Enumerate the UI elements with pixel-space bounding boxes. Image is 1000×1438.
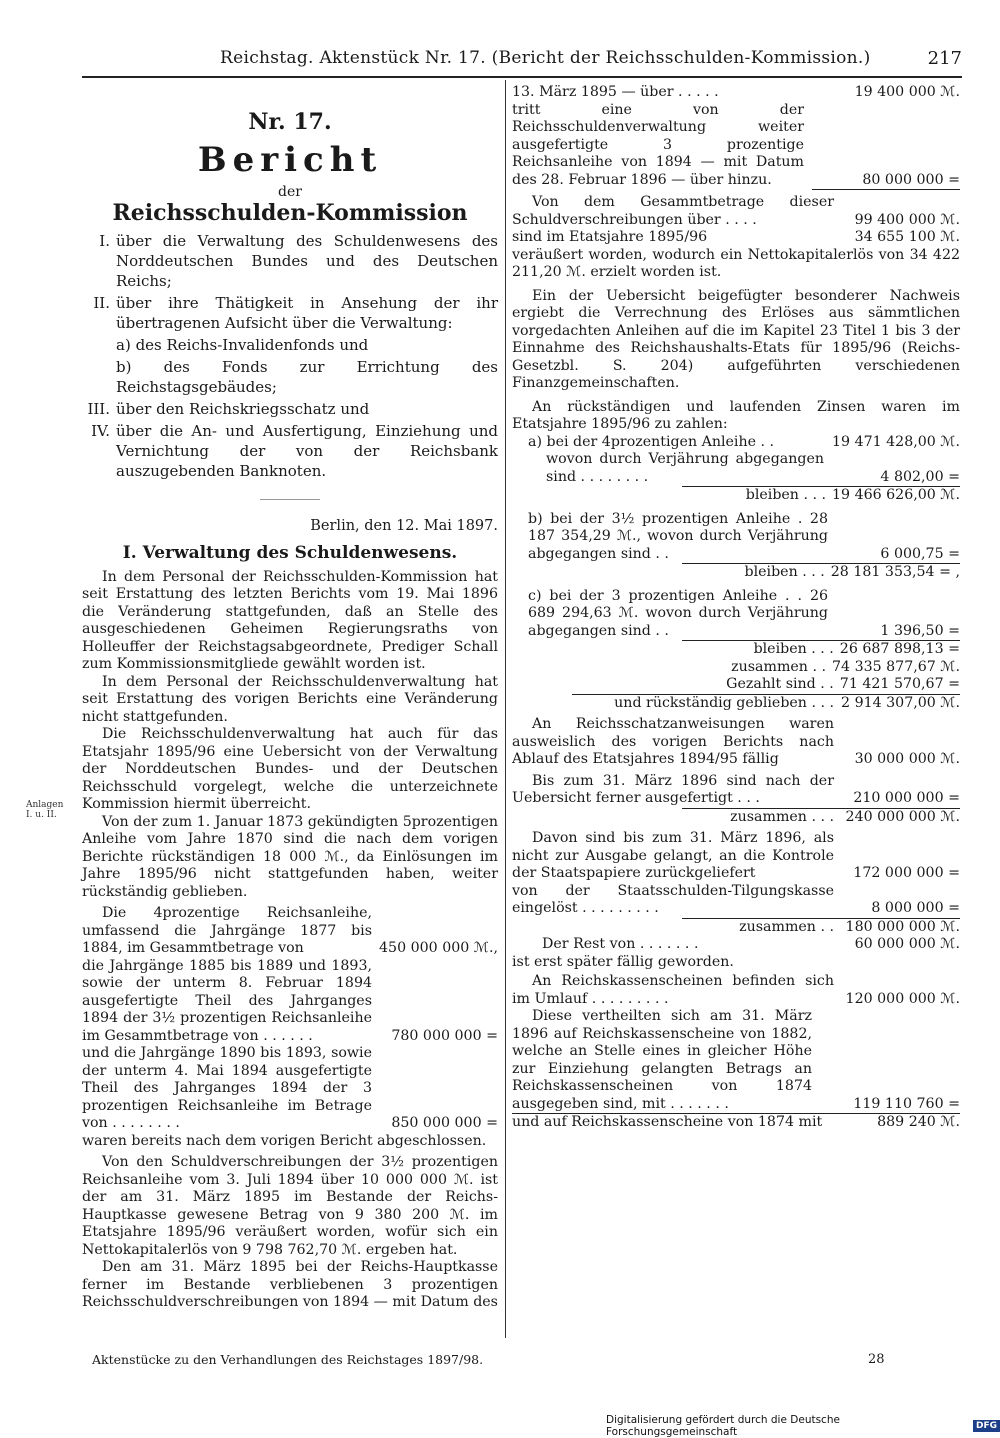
line-r1: 13. März 1895 — über . . . . . 19 400 000 ℳ. [512,84,960,100]
paragraph-r4: Ein der Uebersicht beigefügter besonderer Nachweis ergiebt die Verrechnung des Erlöses aus sämmtlichen vorgedachten Anleihen auf die im Kapitel 23 Titel 1 bis 3 der Einnahme des Reichshaushalts-Etats für 1895/96 (Reichs-Gesetzbl. S. 204) aufgeführten verschiedenen Finanzgemeinschaften. [512,287,960,391]
treasury-s4: Davon sind bis zum 31. März 1896, als nicht zur Ausgabe gelangt, an die Kontrole der Staatspapiere zurückgeliefert 172 000 000 = [512,830,960,881]
toc-item-1: I. über die Verwaltung des Schuldenwesens des Norddeutschen Bundes und des Deutschen Reichs; [99,231,498,290]
toc-item-4: IV. über die An- und Ausfertigung, Einziehung und Vernichtung der von der Reichsbank auszugebenden Banknoten. [91,421,498,480]
paragraph-r5: An rückständigen und laufenden Zinsen waren im Etatsjahre 1895/96 zu zahlen: [512,398,960,432]
section-heading: I. Verwaltung des Schuldenwesens. [122,543,458,563]
notes-k1: An Reichskassenscheinen befinden sich im Umlauf . . . . . . . . . 120 000 000 ℳ. [512,973,960,1007]
paragraph-4: Von der zum 1. Januar 1873 gekündigten 5prozentigen Anleihe vom Jahre 1870 sind die nach dem vorigen Berichte rückständigen 18 000 ℳ., da Einlösungen im Jahre 1895/96 nicht stattgefunden haben, weiter rückständig geblieben. [82,813,498,900]
paragraph-5-end: waren bereits nach dem vorigen Bericht abgeschlossen. [82,1132,487,1149]
interest-a-1: a) bei der 4prozentigen Anleihe . . 19 471 428,00 ℳ. [528,433,960,450]
page-number: 217 [927,48,962,69]
header-title: Reichstag. Aktenstück Nr. 17. (Bericht der Reichsschulden-Kommission.) [220,48,871,68]
treasury-s3: zusammen . . . 240 000 000 ℳ. [682,808,960,827]
left-column [82,84,498,1312]
paragraph-3: Die Reichsschuldenverwaltung hat auch für das Etatsjahr 1895/96 eine Uebersicht von der Verwaltung der Norddeutschen Bundes- und der Deutschen Reichsschuld vorgelegt, welche die unterzeichnete Kommission hiermit überreicht. [82,726,498,812]
line-r3b: sind im Etatsjahre 1895/96 34 655 100 ℳ. [512,229,960,245]
header-rule [82,76,962,78]
line-r3c: veräußert worden, wodurch ein Nettokapitalerlös von 34 422 211,20 ℳ. erzielt worden ist. [512,246,960,280]
paragraph-6: Von den Schuldverschreibungen der 3½ prozentigen Reichsanleihe vom 3. Juli 1894 über 10 000 000 ℳ. ist der am 31. März 1895 im Bestande der Reichs-Hauptkasse gewesene Betrag von 9 380 200 ℳ. im Etatsjahre 1895/96 veräußert worden, wofür sich ein Nettokapitalerlös von 9 798 762,70 ℳ. ergeben hat. [82,1154,498,1258]
running-header [220,46,962,74]
paragraph-7: Den am 31. März 1895 bei der Reichs-Hauptkasse ferner im Bestande verbliebenen 3 prozentigen Reichsschuldverschreibungen von 1894 — mit Datum des [82,1259,498,1310]
treasury-s7: Der Rest von . . . . . . . 60 000 000 ℳ. [542,936,960,952]
line-r2: tritt eine von der Reichsschuldenverwaltung weiter ausgefertigte 3 prozentige Reichsanleihe von 1894 — mit Datum des 28. Februar 1896 — über hinzu. 80 000 000 = [512,101,960,188]
treasury-s8: ist erst später fällig geworden. [512,953,734,970]
interest-paid: Gezahlt sind . . 71 421 570,67 = [726,676,960,692]
paragraph-5-line-b: die Jahrgänge 1885 bis 1889 und 1893, sowie der unterm 8. Februar 1894 ausgefertigte Theil des Jahrganges 1894 der 3½ prozentigen Reichsanleihe im Gesammtbetrage von . . . . . . 780 000 000 = [82,957,498,1044]
toc-item-2: II. über ihre Thätigkeit in Ansehung der ihr übertragenen Aufsicht über die Verwaltung: [93,293,498,332]
dfg-notice [606,1414,1000,1438]
interest-a-2: wovon durch Verjährung abgegangen sind . . . . . . . . 4 802,00 = [546,451,960,485]
date-line: Berlin, den 12. Mai 1897. [310,517,498,534]
paragraph-5-line-a: Die 4prozentige Reichsanleihe, umfassend die Jahrgänge 1877 bis 1884, im Gesammtbetrage von 450 000 000 ℳ., [82,905,498,956]
paragraph-2: In dem Personal der Reichsschuldenverwaltung hat seit Erstattung des vorigen Berichts eine Veränderung nicht stattgefunden. [82,673,498,725]
notes-k2: Diese vertheilten sich am 31. März 1896 auf Reichskassenscheine von 1882, welche an Stelle eines in gleicher Höhe zur Einziehung gelangten Betrags an Reichskassenscheinen von 1874 ausgegeben sind, mit . . . . . . . 119 110 760 = [512,1008,960,1112]
footer-signature: 28 [868,1352,885,1367]
toc-subitem-b: b) des Fonds zur Errichtung des Reichstagsgebäudes; [116,357,498,396]
interest-b-1: b) bei der 3½ prozentigen Anleihe . 28 187 354,29 ℳ., wovon durch Verjährung abgegangen sind . . 6 000,75 = [528,510,960,562]
interest-b-2: bleiben . . . 28 181 353,54 = , [682,563,960,582]
paragraph-5-line-c: und die Jahrgänge 1890 bis 1893, sowie der unterm 4. Mai 1894 ausgefertigte Theil des Jahrganges 1894 der 3 prozentigen Reichsanleihe im Betrage von . . . . . . . . 850 000 000 = [82,1045,498,1131]
right-column [512,84,960,1132]
document-number: Nr. 17. [248,109,332,135]
column-divider [505,80,506,1338]
dfg-text: Digitalisierung gefördert durch die Deutsche Forschungsgemeinschaft [606,1414,840,1438]
paragraph-1: In dem Personal der Reichsschulden-Kommission hat seit Erstattung des letzten Berichts vom 19. Mai 1896 die Veränderung stattgefunden, daß an Stelle des ausgeschiedenen Geheimen Regierungsraths von Holleuffer der Reichstagsabgeordnete, Prediger Schall zum Kommissionsmitgliede gewählt worden ist. [82,568,498,672]
title-article: der [278,183,302,200]
line-r3a-text: Von dem Gesammtbetrage dieser Schuldverschreibungen über . . . . 99 400 000 ℳ. [512,194,960,228]
interest-total: zusammen . . 74 335 877,67 ℳ. [731,658,960,675]
interest-remaining: und rückständig geblieben . . . 2 914 307,00 ℳ. [572,694,960,713]
treasury-s2: Bis zum 31. März 1896 sind nach der Uebersicht ferner ausgefertigt . . . 210 000 000 = [512,772,960,806]
dfg-logo: DFG [973,1420,1000,1432]
toc-subitem-a: a) des Reichs-Invalidenfonds und [116,335,369,354]
treasury-s1: An Reichsschatzanweisungen waren ausweislich des vorigen Berichts nach Ablauf des Etatsjahres 1894/95 fällig 30 000 000 ℳ. [512,716,960,767]
interest-a-3: bleiben . . . 19 466 626,00 ℳ. [682,486,960,505]
toc-item-3: III. über den Reichskriegsschatz und [87,399,370,418]
footer-source: Aktenstücke zu den Verhandlungen des Reichstages 1897/98. [92,1352,484,1367]
interest-c-1: c) bei der 3 prozentigen Anleihe . . 26 689 294,63 ℳ. wovon durch Verjährung abgegangen sind . . 1 396,50 = [528,587,960,639]
interest-c-2: bleiben . . . 26 687 898,13 = [682,640,960,659]
document-title: Bericht [197,139,383,180]
commission-name: Reichsschulden-Kommission [112,200,468,226]
treasury-s6: zusammen . . 180 000 000 ℳ. [682,918,960,937]
margin-note: Anlagen I. u. II. [26,800,64,820]
treasury-s5: von der Staatsschulden-Tilgungskasse eingelöst . . . . . . . . . 8 000 000 = [512,882,960,916]
notes-k3: und auf Reichskassenscheine von 1874 mit 889 240 ℳ. [512,1114,960,1130]
separator [260,499,320,500]
